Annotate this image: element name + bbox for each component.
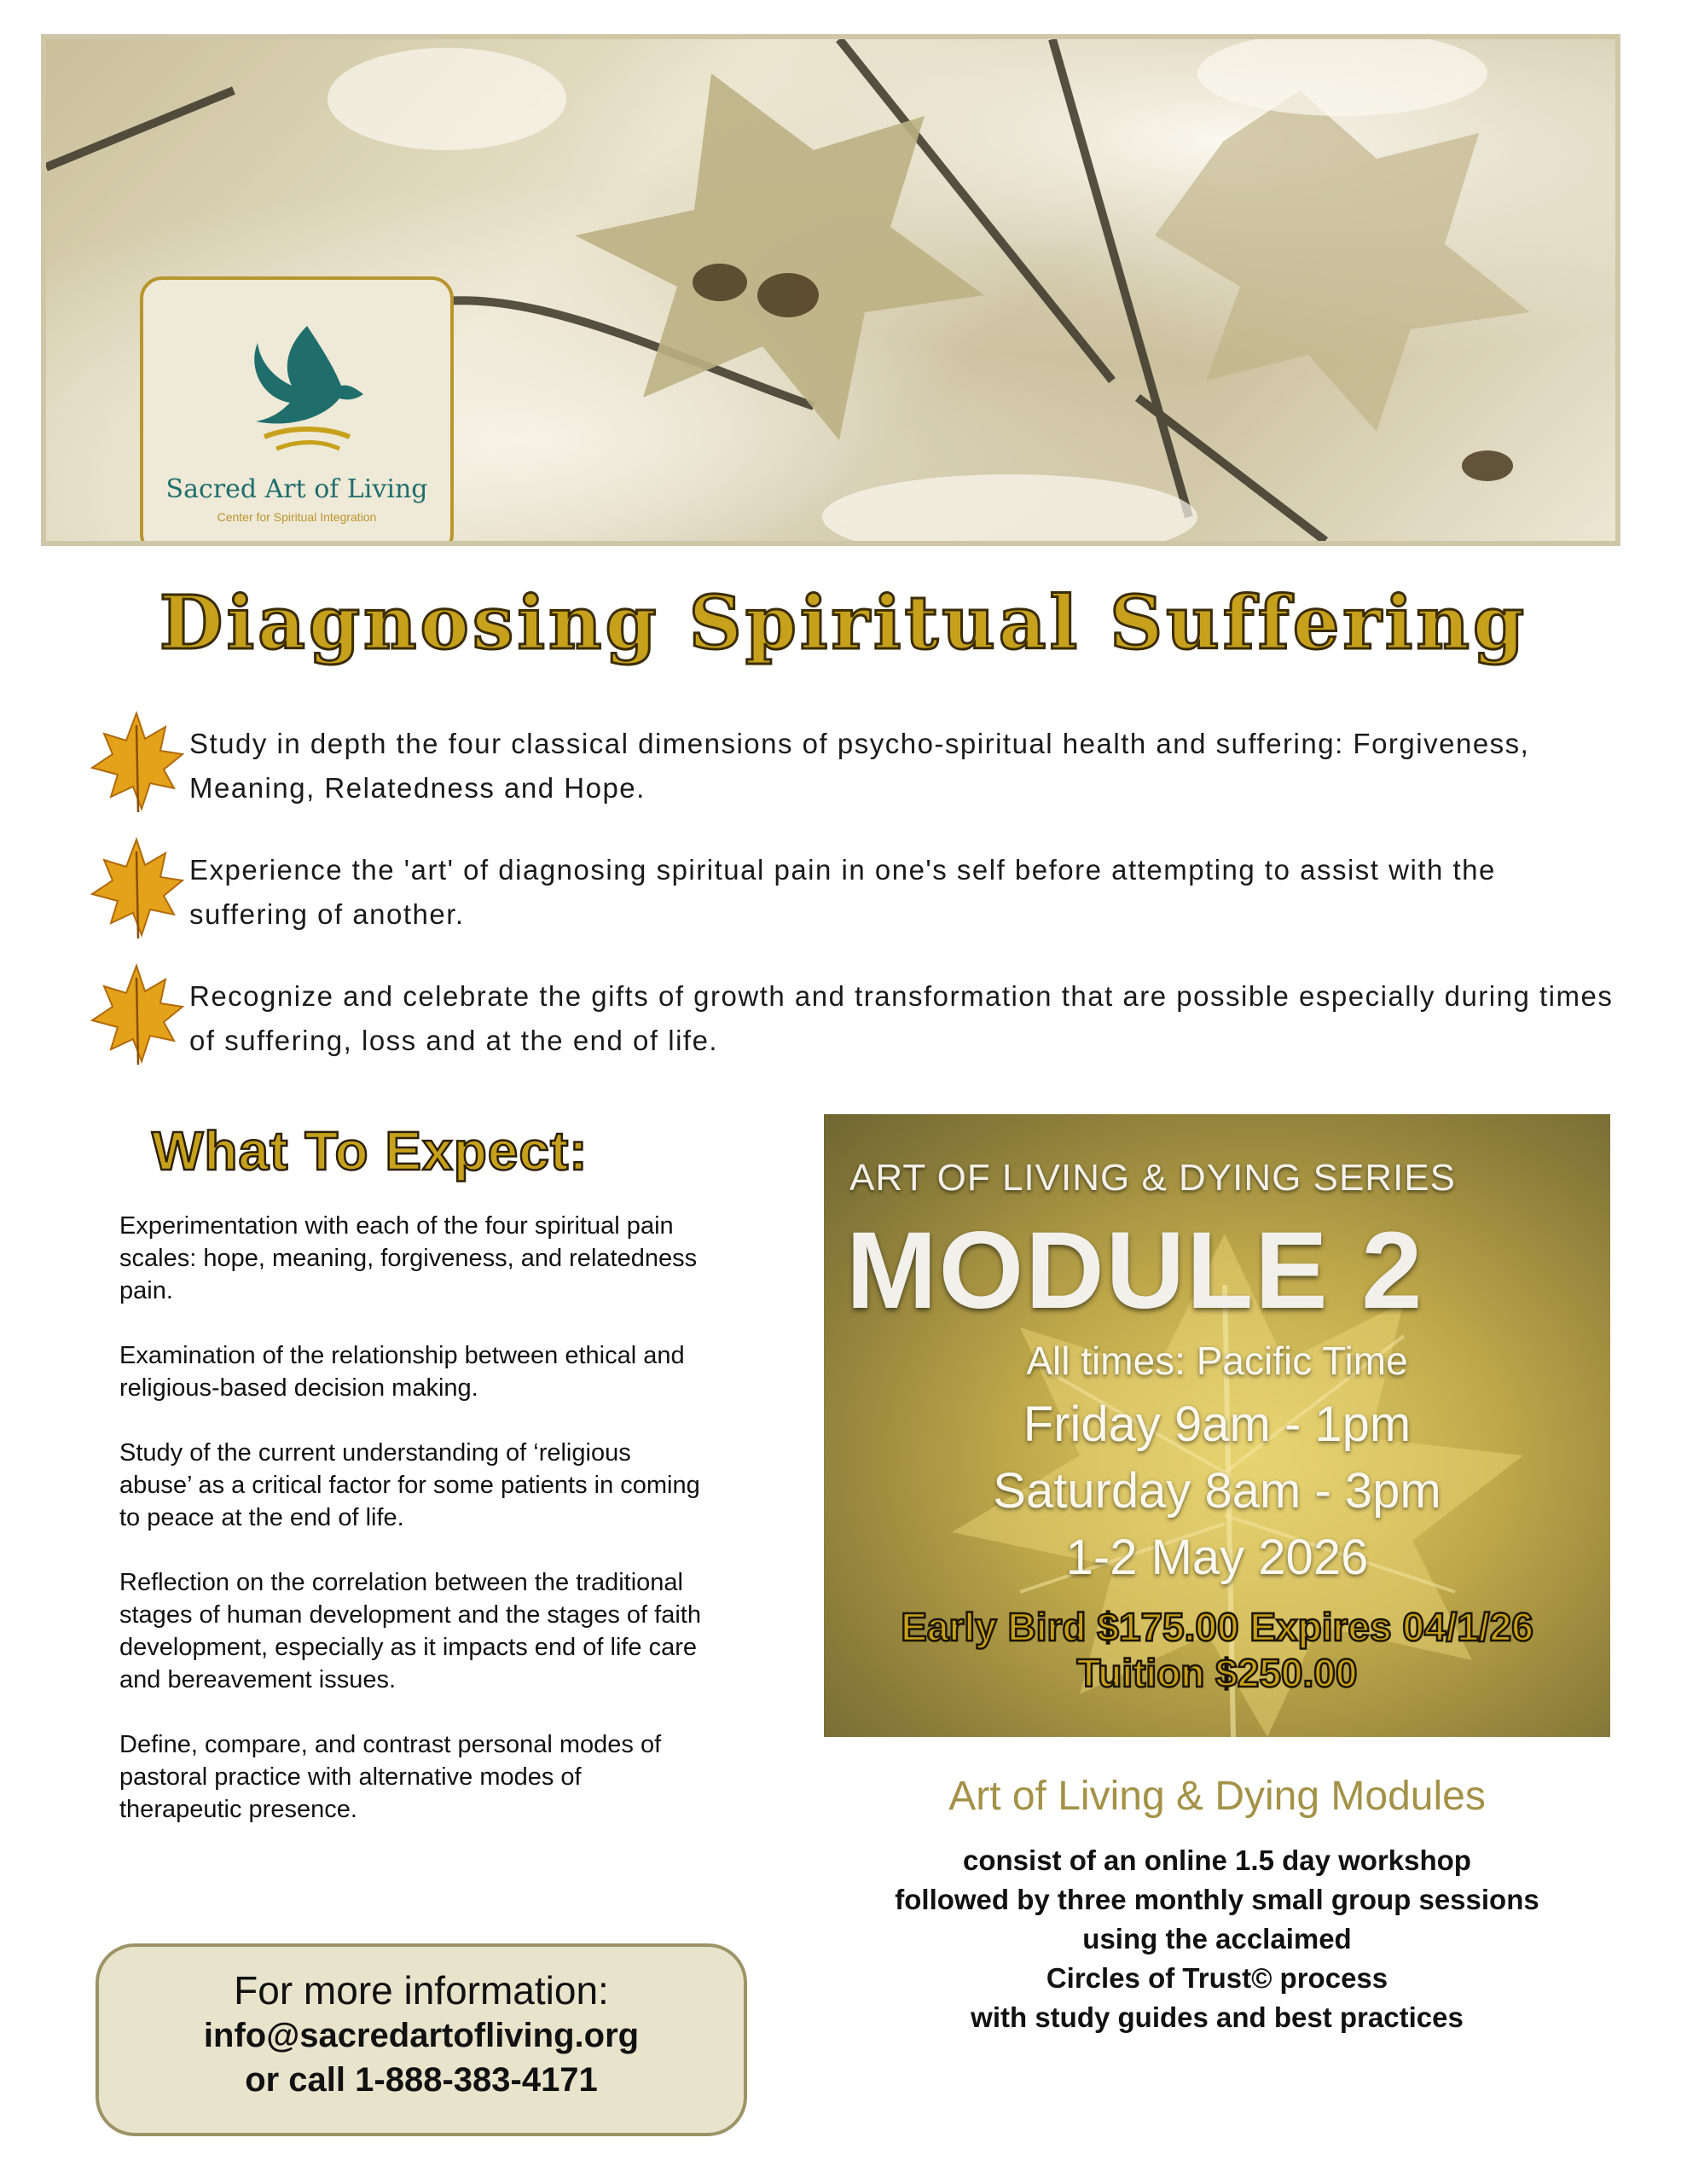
dove-icon: [239, 317, 367, 462]
expect-item: Experimentation with each of the four spiritual pain scales: hope, meaning, forgiveness, and relatedness pain.: [119, 1212, 698, 1304]
modules-heading: Art of Living & Dying Modules: [948, 1774, 1486, 1819]
contact-title: For more information:: [234, 1968, 609, 2013]
modules-line: with study guides and best practices: [971, 2001, 1464, 2033]
modules-line: followed by three monthly small group sessions: [895, 1884, 1539, 1915]
maple-leaf-icon: [85, 834, 186, 944]
expect-item: Examination of the relationship between ethical and religious-based decision making.: [119, 1342, 685, 1402]
tuition-price: Tuition $250.00: [1076, 1651, 1358, 1695]
expect-item: Define, compare, and contrast personal modes of pastoral practice with alternative modes of therapeutic presence.: [119, 1731, 662, 1823]
expect-item: Reflection on the correlation between the traditional stages of human development and the stages of faith development, especially as it impacts end of life care and bereavement issues.: [119, 1569, 701, 1693]
maple-leaf-icon: [85, 961, 186, 1070]
expect-item: Study of the current understanding of ‘religious abuse’ as a critical factor for some patients in coming to peace at the end of life.: [119, 1439, 700, 1531]
modules-line: using the acclaimed: [1082, 1923, 1352, 1955]
friday-schedule: Friday 9am - 1pm: [1023, 1397, 1412, 1452]
module-info-panel: [824, 1114, 1610, 1737]
logo-name: Sacred Art of Living: [165, 474, 428, 504]
logo-subtitle: Center for Spiritual Integration: [217, 510, 377, 524]
contact-box: [96, 1943, 747, 2136]
bullet-text: Study in depth the four classical dimensions of psycho-spiritual health and suffering: Forgiveness, Meaning, Relatedness and Hope.: [189, 728, 1530, 804]
module-title: MODULE 2: [846, 1210, 1424, 1332]
timezone-label: All times: Pacific Time: [1026, 1339, 1408, 1383]
modules-line: consist of an online 1.5 day workshop: [963, 1844, 1471, 1876]
maple-leaf-icon: [85, 708, 186, 817]
expect-heading: What To Expect:: [152, 1120, 588, 1182]
event-dates: 1-2 May 2026: [1065, 1530, 1369, 1585]
bullet-text: Recognize and celebrate the gifts of growth and transformation that are possible especially during times of suffering, loss and at the end of life.: [189, 980, 1614, 1056]
modules-line: Circles of Trust© process: [1046, 1962, 1388, 1994]
series-label: ART OF LIVING & DYING SERIES: [849, 1157, 1456, 1199]
saturday-schedule: Saturday 8am - 3pm: [993, 1463, 1441, 1519]
early-bird-price: Early Bird $175.00 Expires 04/1/26: [901, 1605, 1533, 1649]
contact-phone[interactable]: or call 1-888-383-4171: [245, 2061, 598, 2099]
modules-description: [824, 1841, 1610, 2037]
expect-list: [119, 1210, 708, 1858]
logo-card[interactable]: [140, 276, 454, 546]
header-banner: [41, 34, 1620, 546]
bullet-text: Experience the 'art' of diagnosing spiritual pain in one's self before attempting to assist with the suffering of another.: [189, 854, 1496, 930]
page-title: Diagnosing Spiritual Suffering: [159, 580, 1528, 666]
contact-email-link[interactable]: info@sacredartofliving.org: [203, 2017, 640, 2054]
